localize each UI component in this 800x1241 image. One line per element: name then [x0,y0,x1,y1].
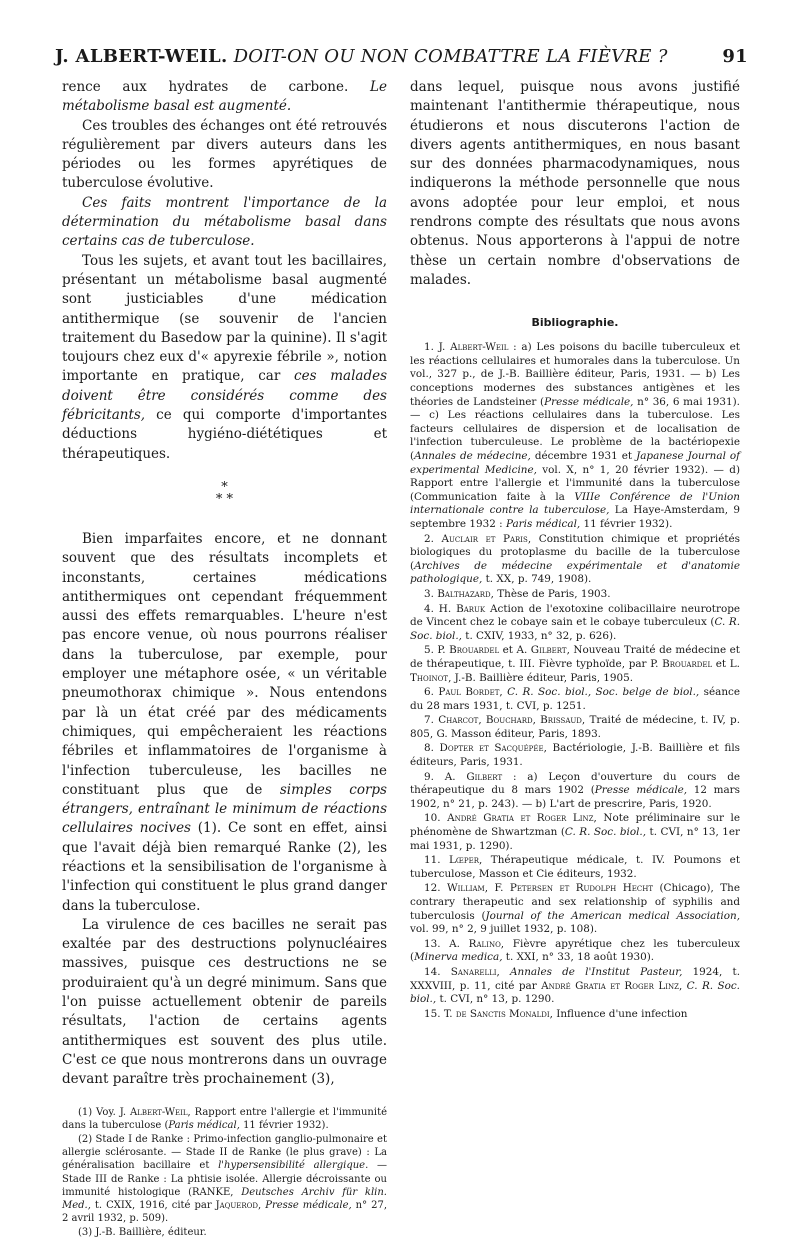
text-run: La Haye-Amsterdam, 9 septembre 1932 : [410,504,740,530]
reference-item [410,533,740,587]
section-separator-asterism [62,479,387,508]
text-run-italic: Presse médicale, [261,1199,352,1211]
text-run: 12 mars 1902, n° 21, p. 243). — b) L'art de prescrire, Paris, 1920. [410,784,740,810]
text-run-italic: Deutsches Archiv für klin. Med., [62,1186,387,1211]
text-run-smallcaps: Paul Bordet, [438,686,503,699]
text-run: 14. [424,965,451,978]
text-run-smallcaps: Charcot, Bouchard, Brissaud, [438,714,586,727]
text-run: 8. [424,742,440,755]
text-run: 10. [424,812,448,825]
bibliography-heading: Bibliographie. [531,316,619,330]
paragraph [62,78,387,117]
text-run-italic: Paris médical, [505,517,581,530]
text-run: , Rapport entre l'allergie et l'immunité dans la tuberculose ( [62,1106,387,1131]
text-run: 13. A. [424,937,469,950]
text-run: (2) Stade I de Ranke : Primo-infection ganglio-pulmonaire et allergie sclérosante. — Stade II de Ranke (le plus grave) : La généralisation bacillaire et [62,1133,387,1172]
text-run-italic: ces malades doivent être considérés comme des fébricitants, [62,368,387,424]
text-run-italic: Journal of the American medical Association, [485,909,740,922]
text-run: t. XX, p. 749, 1908). [482,573,592,586]
text-run: Nouveau Traité de médecine et de thérapeutique, t. III. Fièvre typhoïde, par P. [410,644,740,670]
reference-item [410,938,740,965]
running-header [55,46,748,76]
text-run: 11 février 1932). [239,1119,329,1131]
text-run: 2. [424,532,442,545]
text-run: Influence d'une infection [552,1007,688,1020]
reference-item [410,812,740,853]
text-run-italic: VIIIe Conférence de l'Union internationale contre la tuberculose, [410,490,741,517]
text-run: — Stade III de Ranke : La phtisie isolée. Allergie décroissante ou immunité histologique (RANKE, [62,1160,387,1198]
text-run: n° 36, 6 mai 1931). — c) Les réactions cellulaires dans la tuberculose. Les facteurs cellulaires de dispersion et de localisation de l'infection tuberculeuse. Le problème de la bactériopexie ( [410,395,740,463]
text-run-italic: C. R. Soc. biol., [410,979,740,1006]
text-run: ce qui comporte d'importantes déductions hygiéno-diététiques et thérapeutiques. [62,407,387,462]
text-run: (1). Ce sont en effet, ainsi que l'avait déjà bien remarqué Ranke (2), les réactions et la sensibilisation de l'organisme à l'infection qui constituent le plus grand danger dans la tuberculose. [62,820,387,914]
text-run: Traité de médecine, t. IV, p. 805, G. Masson éditeur, Paris, 1893. [410,714,740,740]
paragraph: Ces troubles des échanges ont été retrouvés régulièrement par divers auteurs dans les périodes ou les formes apyrétiques de tuberculose évolutive. [62,117,388,192]
reference-item [410,854,740,881]
footnote-2 [62,1133,387,1225]
reference-item [410,742,740,769]
footnote-3: (3) J.-B. Baillière, éditeur. [78,1227,207,1239]
text-run: 5. P. [424,644,450,657]
text-run: : a) Leçon d'ouverture du cours de thérapeutique du 8 mars 1902 ( [410,770,740,797]
text-run-smallcaps: Dopter et Sacquépée, [439,742,547,755]
text-run: t. XXI, n° 33, 18 août 1930). [502,951,655,964]
text-run: Fièvre apyrétique chez les tuberculeux ( [410,937,741,964]
text-run: 11. [424,854,450,867]
text-run: J.-B. Baillière éditeur, Paris, 1905. [451,671,634,684]
text-run-smallcaps: André Gratia et Roger Linz, [447,812,597,825]
text-run: 3. [424,587,438,600]
text-run: Action de l'exotoxine colibacillaire neurotrope de Vincent chez le cobaye sain et le cobaye tuberculeux ( [410,602,740,629]
text-run: 1924, t. XXXVIII, p. 11, cité par [410,965,740,992]
text-run: séance du 28 mars 1931, t. CVI, p. 1251. [410,686,741,712]
text-run: 11 février 1932). [580,517,673,530]
text-run-italic: Archives de médecine expérimentale et d'anatomie pathologique, [410,559,740,586]
text-run-smallcaps: Albert-Weil [129,1106,188,1118]
text-run: n° 27, 2 avril 1932, p. 509). [62,1199,387,1225]
paragraph [62,530,387,916]
text-run: 15. T. [424,1007,456,1020]
text-run-smallcaps: Gilbert [466,770,503,783]
text-run: (1) Voy. J. [78,1106,130,1118]
text-run-smallcaps: Sanarelli, [450,965,500,978]
text-run: Tous les sujets, et avant tout les bacillaires, présentant un métabolisme basal augmenté sont justiciables d'une médication antithermique (se souvenir de l'ancien traitement du Basedow par la quinine). Il s'agit toujours chez eux d'« apyrexie fébrile », notion importante en pratique, car [62,252,387,385]
text-run-italic: Presse médicale, [544,395,634,408]
text-run-italic: Japanese Journal of experimental Medicine, [410,450,740,476]
text-run: 7. [424,714,439,727]
text-run-smallcaps: Albert-Weil [450,341,509,354]
text-run-italic: Presse médicale, [594,784,688,797]
text-run: Note préliminaire sur le phénomène de Shwartzman ( [410,812,741,839]
text-run-italic: C. R. Soc. biol., [564,826,647,839]
text-run-smallcaps: André Gratia et Roger Linz, [541,979,683,992]
text-run-smallcaps: William, F. Petersen et Rudolph Hecht [446,882,653,895]
text-run: vol. X, n° 1, 20 février 1932). — d) Rapport entre l'allergie et l'immunité dans la tuberculose (Communication faite à la [410,463,740,503]
text-run: 6. [424,686,439,699]
text-run: t. CXIV, 1933, n° 32, p. 626). [461,629,617,642]
text-run-smallcaps: Thoinot, [410,671,452,684]
text-run-italic: C. R. Soc. biol., [410,616,741,642]
text-run-smallcaps: Baruk [456,602,486,615]
text-run-italic: l'hypersensibilité allergique. [218,1160,369,1172]
text-run: 4. H. [424,602,457,615]
text-run: Bactériologie, J.-B. Baillière et fils éditeurs, Paris, 1931. [410,742,740,769]
text-run: Thèse de Paris, 1903. [493,587,611,600]
text-run: Thérapeutique médicale, t. IV. Poumons et tuberculose, Masson et Cie éditeurs, 1932. [410,854,740,880]
reference-item [410,966,740,1007]
left-column [62,78,387,1241]
text-run-smallcaps: Gilbert, [530,644,570,657]
text-run: et L. [712,657,740,670]
text-run-italic: Paris médical, [168,1119,240,1131]
reference-item [410,588,740,602]
paragraph [62,252,387,464]
text-run: 9. A. [424,770,467,783]
text-run: Constitution chimique et propriétés biologiques du protoplasme du bacille de la tuberculose ( [410,532,740,572]
text-run: : a) Les poisons du bacille tuberculeux et les réactions cellulaires et humorales dans la tuberculose. Un vol., 327 p., de J.-B. Baillière éditeur, Paris, 1931. — b) Les conceptions modernes des substances antigènes et les théories de Landsteiner ( [410,341,740,408]
text-run: rence aux hydrates de carbone. [62,79,371,95]
text-run: t. CVI, n° 13, p. 1290. [436,993,555,1006]
text-run: vol. 99, n° 2, 9 juillet 1932, p. 108). [410,923,598,936]
footnote-1 [62,1106,387,1132]
text-run-smallcaps: Jaquerod, [215,1199,262,1211]
text-run-italic: Annales de l'Institut Pasteur, [499,965,683,978]
text-run-smallcaps: Brouardel [449,644,500,657]
paragraph-italic: Ces faits montrent l'importance de la détermination du métabolisme basal dans certains cas de tuberculose. [62,194,387,250]
text-run-italic: Le métabolisme basal est augmenté. [62,79,387,115]
reference-item [410,644,740,685]
text-run-smallcaps: Ralino, [468,937,505,950]
text-run-smallcaps: Balthazard, [437,587,494,600]
header-title: DOIT-ON OU NON COMBATTRE LA FIÈVRE ? [233,46,668,67]
text-run: t. CXIX, 1916, cité par [90,1199,216,1211]
text-run-italic: simples corps étrangers, entraînant le minimum de réactions cellulaires nocives [62,781,387,837]
text-run-italic: Minerva medica, [414,951,503,964]
text-run-smallcaps: Brouardel [662,657,713,670]
text-run: t. CVI, n° 13, 1er mai 1931, p. 1290). [410,826,740,852]
reference-item [410,1008,740,1022]
text-run: décembre 1931 et [530,450,637,463]
reference-item [410,771,740,812]
reference-item [410,603,740,644]
paragraph: La virulence de ces bacilles ne serait pas exaltée par des destructions polynucléaires massives, puisque ces destructions ne se produiraient qu'à un degré minimum. Sans que l'on puisse actuellement obtenir de pareils résultats, l'action de certains agents antithermiques est souvent des plus utile. C'est ce que nous montrerons dans un ouvrage devant paraître très prochainement (3), [62,916,387,1088]
text-run: (Chicago), The contrary therapeutic and sex relationship of syphilis and tuberculosis ( [410,882,740,922]
text-run: 12. [424,882,447,895]
page-number: 91 [722,46,748,67]
text-run: Bien imparfaites encore, et ne donnant souvent que des résultats incomplets et inconstants, certaines médications antithermiques ont cependant fréquemment aussi des effets remarquables. L'heure n'est pas encore venue, où nous pourrons réaliser dans la tuberculose, par exemple, pour employer une métaphore osée, « un véritable pneumothorax chimique ». Nous entendons par là un état créé par des médicaments chimiques, qui empêcheraient les réactions fébriles et inflammatoires de l'organisme à l'infection tuberculeuse, les bacilles ne constituant plus que de [62,530,387,798]
reference-item [410,686,740,713]
asterism-bottom: * * [215,491,234,507]
text-run-smallcaps: de Sanctis Monaldi, [455,1007,553,1020]
reference-item [410,882,740,936]
text-run-italic: C. R. Soc. biol., Soc. belge de biol., [502,686,700,699]
text-run-smallcaps: Lœper, [449,854,483,867]
reference-item [410,341,740,531]
header-author: J. ALBERT-WEIL. [55,46,228,67]
text-run: 1. J. [424,341,451,354]
text-run: et A. [499,644,531,657]
right-column [410,78,740,1022]
text-run-smallcaps: Auclair et Paris, [441,532,532,545]
paragraph: dans lequel, puisque nous avons justifié maintenant l'antithermie thérapeutique, nous étudierons et nous discuterons l'action de divers agents antithermiques, en nous basant sur des données pharmacodynamiques, nous indiquerons la méthode personnelle que nous avons adoptée pour leur emploi, et nous rendrons compte des résultats que nous avons obtenus. Nous apporterons à l'appui de notre thèse un certain nombre d'observations de malades. [410,79,740,288]
reference-item [410,714,740,741]
text-run-italic: Annales de médecine, [414,450,531,463]
asterism-top: * [221,479,228,495]
